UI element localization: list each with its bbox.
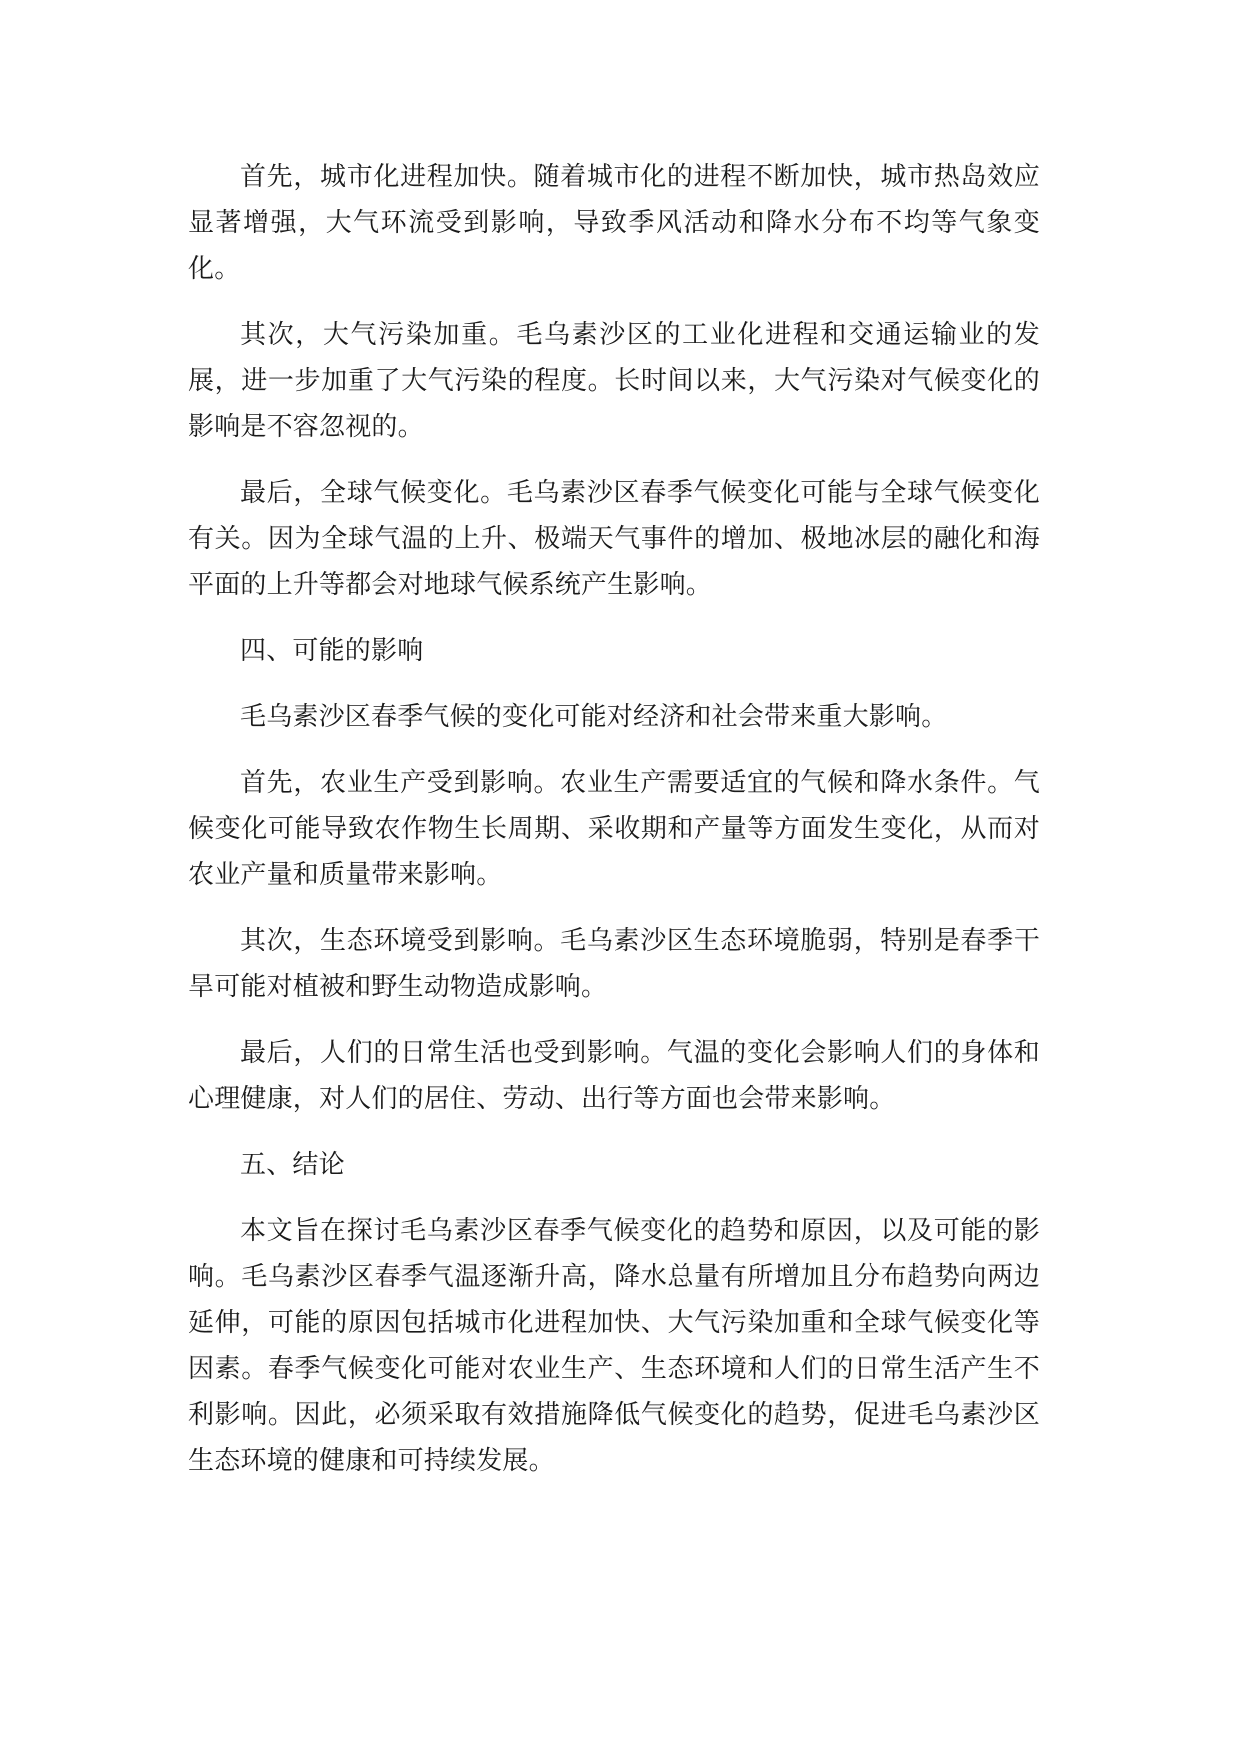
section-heading-conclusion: 五、结论 [240,1150,345,1180]
paragraph-air-pollution: 其次，大气污染加重。毛乌素沙区的工业化进程和交通运输业的发展，进一步加重了大气污染的程度。长时间以来，大气污染对气候变化的影响是不容忽视的。 [188,320,1040,442]
paragraph-impacts-intro: 毛乌素沙区春季气候的变化可能对经济和社会带来重大影响。 [240,702,948,732]
paragraph-global-climate-change: 最后，全球气候变化。毛乌素沙区春季气候变化可能与全球气候变化有关。因为全球气温的上升、极端天气事件的增加、极地冰层的融化和海平面的上升等都会对地球气候系统产生影响。 [188,478,1040,600]
paragraph-agriculture-impact: 首先，农业生产受到影响。农业生产需要适宜的气候和降水条件。气候变化可能导致农作物生长周期、采收期和产量等方面发生变化，从而对农业产量和质量带来影响。 [188,768,1040,890]
paragraph-conclusion: 本文旨在探讨毛乌素沙区春季气候变化的趋势和原因，以及可能的影响。毛乌素沙区春季气温逐渐升高，降水总量有所增加且分布趋势向两边延伸，可能的原因包括城市化进程加快、大气污染加重和全球气候变化等因素。春季气候变化可能对农业生产、生态环境和人们的日常生活产生不利影响。因此，必须采取有效措施降低气候变化的趋势，促进毛乌素沙区生态环境的健康和可持续发展。 [188,1216,1040,1476]
paragraph-ecology-impact: 其次，生态环境受到影响。毛乌素沙区生态环境脆弱，特别是春季干旱可能对植被和野生动物造成影响。 [188,926,1040,1002]
document-page [188,154,1040,1504]
paragraph-daily-life-impact: 最后，人们的日常生活也受到影响。气温的变化会影响人们的身体和心理健康，对人们的居住、劳动、出行等方面也会带来影响。 [188,1038,1040,1114]
paragraph-urbanization: 首先，城市化进程加快。随着城市化的进程不断加快，城市热岛效应显著增强，大气环流受到影响，导致季风活动和降水分布不均等气象变化。 [188,162,1040,284]
section-heading-possible-impacts: 四、可能的影响 [240,636,424,666]
